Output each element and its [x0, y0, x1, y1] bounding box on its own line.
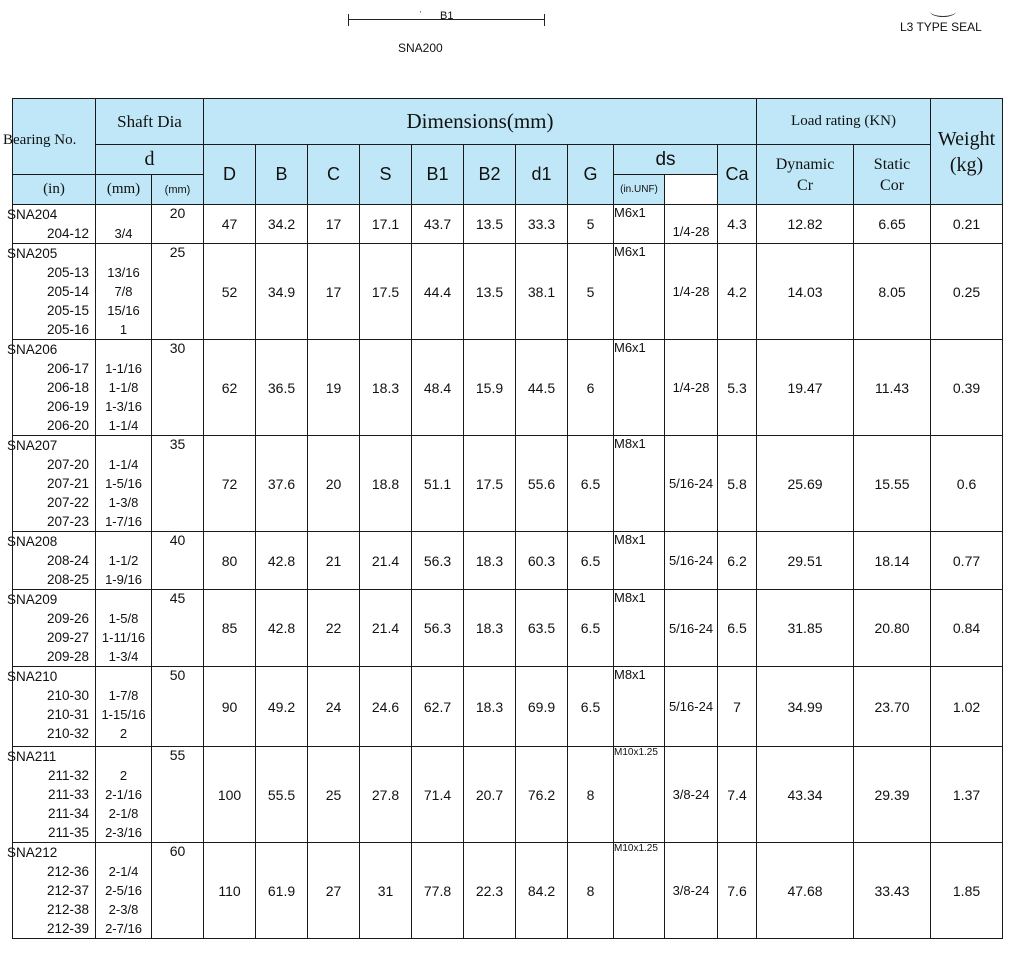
dynamic-cr-cell: 29.51: [757, 532, 854, 590]
header-figure: [0, 0, 1024, 90]
shaft-mm-cell: 45: [152, 590, 204, 667]
header-in: (in): [13, 175, 96, 205]
dim-b2-cell: 18.3: [464, 532, 516, 590]
header-static-cor: Static Cor: [854, 145, 931, 205]
shaft-inch-value: [96, 590, 151, 609]
bearing-sub-no: 206-17: [46, 361, 89, 376]
bearing-no-cell: [7, 667, 96, 747]
table-row: [13, 843, 1003, 939]
dim-b2-cell: 15.9: [464, 340, 516, 436]
header-D: D: [204, 145, 256, 205]
bearing-sub-no: 205-16: [46, 322, 89, 337]
shaft-inch-value: 1-3/8: [108, 495, 139, 510]
dim-c-cell: 17: [308, 244, 360, 340]
dim-c-cell: 27: [308, 843, 360, 939]
shaft-mm-cell: 50: [152, 667, 204, 747]
dynamic-cr-cell: 12.82: [757, 205, 854, 244]
dim-b-cell: 55.5: [256, 747, 308, 843]
header-ds-in: (in.UNF): [614, 175, 665, 205]
bearing-no-cell: [7, 590, 96, 667]
dim-s-cell: 21.4: [360, 532, 412, 590]
ds-in-cell: 1/4-28: [665, 340, 718, 436]
bearing-sub-no: 212-36: [46, 864, 89, 879]
weight-cell: 0.6: [931, 436, 1003, 532]
shaft-inch-cell: [96, 590, 152, 667]
dynamic-cr-cell: 31.85: [757, 590, 854, 667]
static-cor-cell: 15.55: [854, 436, 931, 532]
table-row: [13, 590, 1003, 667]
header-weight: Weight (kg): [931, 99, 1003, 205]
table-row: [13, 667, 1003, 747]
header-B1: B1: [412, 145, 464, 205]
ds-mm-cell: M8x1: [614, 532, 665, 590]
shaft-inch-value: 2: [119, 726, 128, 741]
shaft-inch-value: [96, 667, 151, 686]
shaft-mm-cell: 30: [152, 340, 204, 436]
bearing-no-cell: [7, 747, 96, 843]
bearing-sub-no: 205-14: [46, 284, 89, 299]
dim-b2-cell: 20.7: [464, 747, 516, 843]
dim-c-cell: 24: [308, 667, 360, 747]
dim-g-cell: 6.5: [568, 532, 614, 590]
dim-d1-cell: 55.6: [516, 436, 568, 532]
header-B: B: [256, 145, 308, 205]
shaft-inch-value: 1-7/16: [105, 514, 142, 529]
shaft-inch-value: [96, 532, 151, 551]
header-ds: ds: [614, 145, 718, 175]
shaft-inch-value: 2-3/8: [108, 902, 139, 917]
shaft-mm-cell: 25: [152, 244, 204, 340]
ds-in-cell: 1/4-28: [665, 205, 718, 244]
shaft-inch-value: 2: [119, 768, 128, 783]
shaft-inch-cell: [96, 667, 152, 747]
dim-b2-cell: 18.3: [464, 667, 516, 747]
ca-cell: 7.6: [718, 843, 757, 939]
shaft-inch-value: 1-15/16: [101, 707, 146, 722]
dim-d1-cell: 84.2: [516, 843, 568, 939]
ds-mm-cell: M10x1.25: [614, 747, 665, 843]
static-cor-cell: 20.80: [854, 590, 931, 667]
dim-s-cell: 17.5: [360, 244, 412, 340]
bearing-sub-no: 212-37: [46, 883, 89, 898]
shaft-inch-value: 1-5/16: [105, 476, 142, 491]
dim-c-cell: 19: [308, 340, 360, 436]
weight-cell: 0.84: [931, 590, 1003, 667]
bearing-sub-no: 204-12: [46, 226, 89, 241]
shaft-inch-value: [96, 436, 151, 455]
dim-d-cell: 80: [204, 532, 256, 590]
weight-cell: 0.25: [931, 244, 1003, 340]
header-load-rating: Load rating (KN): [757, 99, 931, 145]
dim-g-cell: 5: [568, 244, 614, 340]
bearing-main-no: SNA206: [7, 342, 58, 357]
ds-in-cell: 5/16-24: [665, 667, 718, 747]
dim-d-cell: 90: [204, 667, 256, 747]
shaft-inch-value: 1-7/8: [108, 688, 139, 703]
dim-b-cell: 37.6: [256, 436, 308, 532]
bearing-sub-no: 208-25: [46, 572, 89, 587]
shaft-inch-value: 1-11/16: [101, 630, 146, 645]
ca-cell: 5.8: [718, 436, 757, 532]
static-cor-cell: 29.39: [854, 747, 931, 843]
shaft-mm-cell: 60: [152, 843, 204, 939]
bearing-sub-no: 206-20: [46, 418, 89, 433]
sna200-caption: SNA200: [398, 41, 443, 55]
dim-b1-cell: 48.4: [412, 340, 464, 436]
dim-b1-cell: 43.7: [412, 205, 464, 244]
bearing-sub-no: 205-13: [46, 265, 89, 280]
shaft-inch-value: 1-9/16: [105, 572, 142, 587]
shaft-inch-value: 1-1/16: [105, 361, 142, 376]
ds-in-cell: 5/16-24: [665, 436, 718, 532]
dim-b2-cell: 13.5: [464, 205, 516, 244]
dynamic-cr-cell: 19.47: [757, 340, 854, 436]
dim-b1-cell: 56.3: [412, 532, 464, 590]
dim-g-cell: 6.5: [568, 667, 614, 747]
weight-cell: 0.39: [931, 340, 1003, 436]
ds-in-cell: 3/8-24: [665, 747, 718, 843]
bearing-sub-no: 209-26: [46, 611, 89, 626]
shaft-inch-value: 7/8: [114, 284, 133, 299]
dim-g-cell: 6: [568, 340, 614, 436]
dim-b1-cell: 56.3: [412, 590, 464, 667]
dim-d1-cell: 38.1: [516, 244, 568, 340]
dim-b1-cell: 77.8: [412, 843, 464, 939]
shaft-inch-value: 1-3/16: [105, 399, 142, 414]
dim-b2-cell: 17.5: [464, 436, 516, 532]
b1-dimension-label: B1: [440, 10, 454, 22]
shaft-inch-value: 2-7/16: [105, 921, 142, 936]
shaft-inch-value: [96, 205, 151, 224]
shaft-inch-value: [96, 843, 151, 862]
header-dynamic-cr: Dynamic Cr: [757, 145, 854, 205]
ds-in-cell: 5/16-24: [665, 590, 718, 667]
bearing-main-no: SNA211: [7, 749, 57, 764]
ca-cell: 7: [718, 667, 757, 747]
shaft-inch-value: 2-1/16: [105, 787, 142, 802]
weight-cell: 1.85: [931, 843, 1003, 939]
dim-c-cell: 17: [308, 205, 360, 244]
dim-s-cell: 27.8: [360, 747, 412, 843]
ca-cell: 6.5: [718, 590, 757, 667]
header-bearing-no: Bearing No.: [13, 99, 96, 175]
weight-cell: 1.37: [931, 747, 1003, 843]
shaft-inch-value: [96, 244, 151, 263]
table-row: [13, 436, 1003, 532]
weight-cell: 1.02: [931, 667, 1003, 747]
static-cor-cell: 18.14: [854, 532, 931, 590]
dim-g-cell: 5: [568, 205, 614, 244]
dynamic-cr-cell: 47.68: [757, 843, 854, 939]
bearing-sub-no: 211-32: [47, 768, 89, 783]
bearing-sub-no: 210-32: [46, 726, 89, 741]
static-cor-cell: 23.70: [854, 667, 931, 747]
table-body: [7, 205, 1003, 939]
dim-d1-cell: 44.5: [516, 340, 568, 436]
header-S: S: [360, 145, 412, 205]
shaft-inch-value: 3/4: [114, 226, 133, 241]
bearing-sub-no: 205-15: [46, 303, 89, 318]
shaft-inch-cell: [96, 843, 152, 939]
dim-b2-cell: 18.3: [464, 590, 516, 667]
ds-in-cell: 1/4-28: [665, 244, 718, 340]
dim-b-cell: 34.9: [256, 244, 308, 340]
shaft-inch-value: 1-3/4: [108, 649, 139, 664]
shaft-inch-value: 2-1/4: [108, 864, 139, 879]
dim-g-cell: 6.5: [568, 436, 614, 532]
ds-mm-cell: M8x1: [614, 436, 665, 532]
ds-mm-cell: M6x1: [614, 244, 665, 340]
dim-d-cell: 72: [204, 436, 256, 532]
static-cor-cell: 8.05: [854, 244, 931, 340]
ds-in-cell: 3/8-24: [665, 843, 718, 939]
dim-b2-cell: 22.3: [464, 843, 516, 939]
dynamic-cr-cell: 43.34: [757, 747, 854, 843]
dim-d-cell: 62: [204, 340, 256, 436]
bearing-no-cell: [7, 436, 96, 532]
bearing-sub-no: 208-24: [46, 553, 89, 568]
header-d1: d1: [516, 145, 568, 205]
dim-d1-cell: 69.9: [516, 667, 568, 747]
header-B2: B2: [464, 145, 516, 205]
bearing-main-no: SNA204: [7, 207, 58, 222]
dim-s-cell: 31: [360, 843, 412, 939]
shaft-inch-value: [96, 340, 151, 359]
table-row: [13, 532, 1003, 590]
bearing-main-no: SNA207: [7, 438, 58, 453]
shaft-inch-value: 1: [119, 322, 128, 337]
header-ds-mm: (mm): [152, 175, 204, 205]
dim-b-cell: 49.2: [256, 667, 308, 747]
ds-in-cell: 5/16-24: [665, 532, 718, 590]
ca-cell: 7.4: [718, 747, 757, 843]
dim-d1-cell: 60.3: [516, 532, 568, 590]
table-row: [13, 340, 1003, 436]
tick-mark: ': [420, 11, 422, 18]
bearing-sub-no: 206-18: [46, 380, 89, 395]
seal-arc-icon: [930, 6, 956, 17]
ds-mm-cell: M6x1: [614, 205, 665, 244]
dim-b-cell: 36.5: [256, 340, 308, 436]
dim-b1-cell: 71.4: [412, 747, 464, 843]
shaft-inch-cell: [96, 436, 152, 532]
shaft-inch-value: 2-5/16: [105, 883, 142, 898]
header-shaft-dia: Shaft Dia: [96, 99, 204, 145]
dim-d1-cell: 33.3: [516, 205, 568, 244]
dynamic-cr-cell: 34.99: [757, 667, 854, 747]
table-row: [13, 244, 1003, 340]
table-row: [13, 747, 1003, 843]
bearing-sub-no: 209-27: [46, 630, 89, 645]
dim-g-cell: 8: [568, 843, 614, 939]
header-C: C: [308, 145, 360, 205]
bearing-main-no: SNA212: [7, 845, 58, 860]
bearing-sub-no: 211-35: [47, 825, 89, 840]
bearing-sub-no: 207-22: [46, 495, 89, 510]
header-d: d: [96, 145, 204, 175]
shaft-mm-cell: 40: [152, 532, 204, 590]
bearing-no-cell: [7, 532, 96, 590]
shaft-inch-value: 1-5/8: [108, 611, 139, 626]
dim-d1-cell: 76.2: [516, 747, 568, 843]
dim-d-cell: 100: [204, 747, 256, 843]
bearing-main-no: SNA210: [7, 669, 58, 684]
static-cor-cell: 33.43: [854, 843, 931, 939]
dim-c-cell: 25: [308, 747, 360, 843]
dim-b-cell: 34.2: [256, 205, 308, 244]
shaft-inch-value: 1-1/4: [108, 418, 139, 433]
shaft-inch-value: 1-1/2: [108, 553, 139, 568]
dynamic-cr-cell: 14.03: [757, 244, 854, 340]
shaft-mm-cell: 35: [152, 436, 204, 532]
bearing-no-cell: [7, 205, 96, 244]
bearing-sub-no: 211-34: [47, 806, 89, 821]
header-G: G: [568, 145, 614, 205]
shaft-inch-cell: [96, 340, 152, 436]
dim-s-cell: 24.6: [360, 667, 412, 747]
shaft-inch-value: 2-3/16: [105, 825, 142, 840]
dim-d-cell: 110: [204, 843, 256, 939]
shaft-inch-value: [96, 747, 151, 766]
bearing-sub-no: 207-20: [46, 457, 89, 472]
bearing-sub-no: 210-30: [46, 688, 89, 703]
ds-mm-cell: M10x1.25: [614, 843, 665, 939]
bearing-sub-no: 212-38: [46, 902, 89, 917]
bearing-no-cell: [7, 244, 96, 340]
ca-cell: 5.3: [718, 340, 757, 436]
dim-b-cell: 42.8: [256, 532, 308, 590]
ds-mm-cell: M6x1: [614, 340, 665, 436]
shaft-inch-value: 2-1/8: [108, 806, 139, 821]
bearing-sub-no: 207-23: [46, 514, 89, 529]
table-row: [13, 205, 1003, 244]
bearing-sub-no: 212-39: [46, 921, 89, 936]
dim-c-cell: 21: [308, 532, 360, 590]
dim-d1-cell: 63.5: [516, 590, 568, 667]
dim-c-cell: 20: [308, 436, 360, 532]
static-cor-cell: 6.65: [854, 205, 931, 244]
shaft-mm-cell: 20: [152, 205, 204, 244]
seal-type-caption: L3 TYPE SEAL: [900, 20, 982, 34]
dim-b1-cell: 51.1: [412, 436, 464, 532]
bearing-main-no: SNA208: [7, 534, 58, 549]
ca-cell: 4.2: [718, 244, 757, 340]
dim-b-cell: 42.8: [256, 590, 308, 667]
shaft-inch-value: 15/16: [107, 303, 140, 318]
dynamic-cr-cell: 25.69: [757, 436, 854, 532]
weight-cell: 0.21: [931, 205, 1003, 244]
bearing-sub-no: 206-19: [46, 399, 89, 414]
header-Ca: Ca: [718, 145, 757, 205]
dim-g-cell: 6.5: [568, 590, 614, 667]
dim-s-cell: 18.8: [360, 436, 412, 532]
bearing-spec-table: [3, 98, 1003, 939]
shaft-inch-value: 13/16: [107, 265, 140, 280]
dim-b1-cell: 44.4: [412, 244, 464, 340]
shaft-inch-value: 1-1/8: [108, 380, 139, 395]
shaft-inch-cell: [96, 205, 152, 244]
dim-b-cell: 61.9: [256, 843, 308, 939]
dim-s-cell: 17.1: [360, 205, 412, 244]
dim-d-cell: 85: [204, 590, 256, 667]
weight-cell: 0.77: [931, 532, 1003, 590]
ds-mm-cell: M8x1: [614, 590, 665, 667]
shaft-inch-value: 1-1/4: [108, 457, 139, 472]
dim-b2-cell: 13.5: [464, 244, 516, 340]
shaft-inch-cell: [96, 244, 152, 340]
ca-cell: 6.2: [718, 532, 757, 590]
shaft-inch-cell: [96, 532, 152, 590]
dim-d-cell: 47: [204, 205, 256, 244]
header-mm: (mm): [96, 175, 152, 205]
bearing-no-cell: [7, 340, 96, 436]
dim-s-cell: 18.3: [360, 340, 412, 436]
bearing-sub-no: 211-33: [47, 787, 89, 802]
dim-b1-cell: 62.7: [412, 667, 464, 747]
dim-d-cell: 52: [204, 244, 256, 340]
ca-cell: 4.3: [718, 205, 757, 244]
dim-s-cell: 21.4: [360, 590, 412, 667]
shaft-inch-cell: [96, 747, 152, 843]
shaft-mm-cell: 55: [152, 747, 204, 843]
ds-mm-cell: M8x1: [614, 667, 665, 747]
bearing-sub-no: 209-28: [46, 649, 89, 664]
static-cor-cell: 11.43: [854, 340, 931, 436]
bearing-no-cell: [7, 843, 96, 939]
bearing-main-no: SNA205: [7, 246, 58, 261]
bearing-sub-no: 207-21: [46, 476, 89, 491]
dim-g-cell: 8: [568, 747, 614, 843]
dim-c-cell: 22: [308, 590, 360, 667]
bearing-main-no: SNA209: [7, 592, 58, 607]
header-dimensions: Dimensions(mm): [204, 99, 757, 145]
bearing-sub-no: 210-31: [46, 707, 89, 722]
